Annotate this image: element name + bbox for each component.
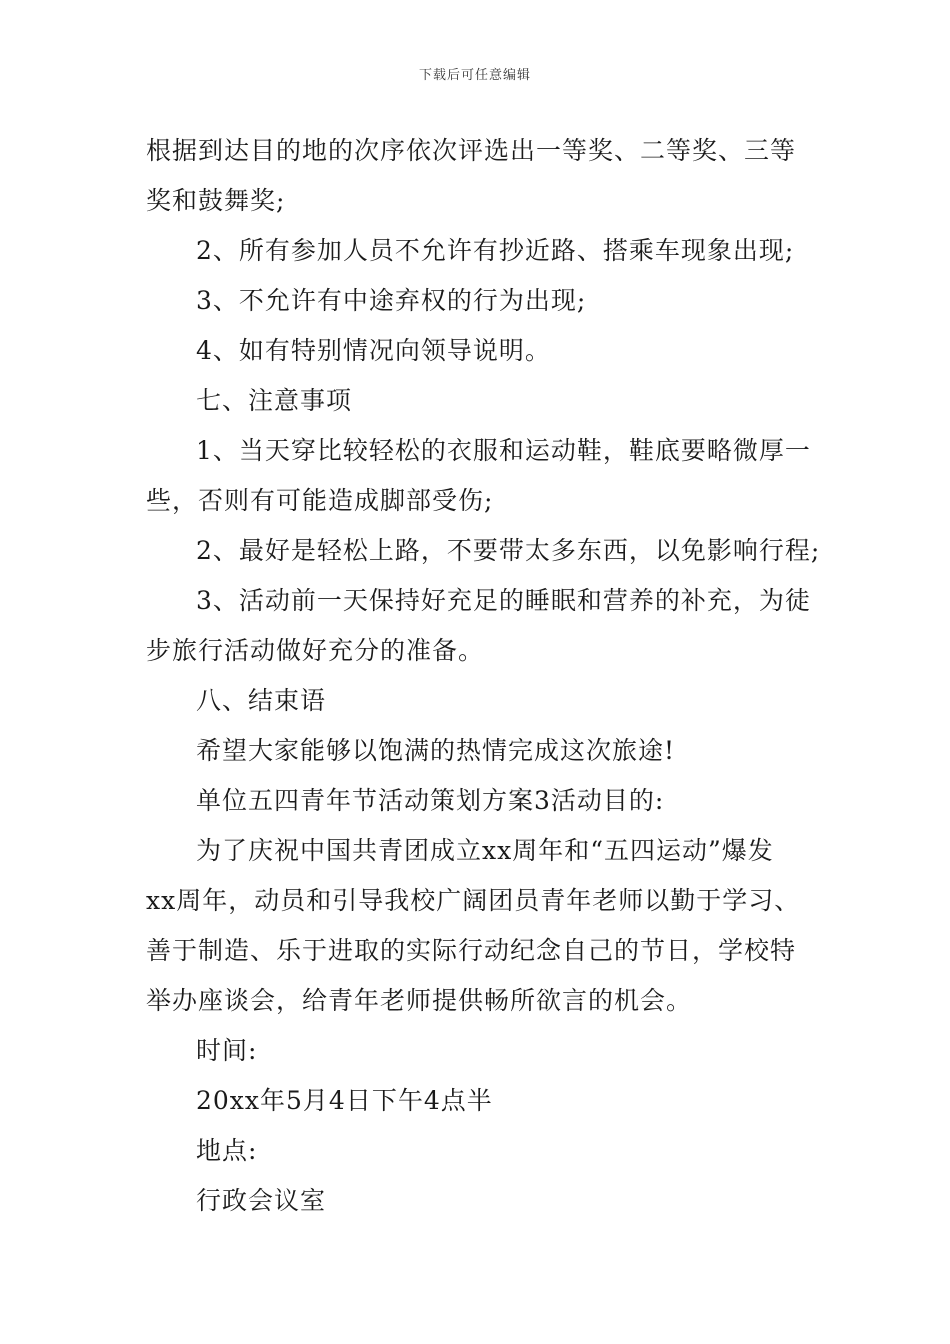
document-title: 单位五四青年节活动策划方案3活动目的: [196, 786, 665, 815]
list-item: 3、活动前一天保持好充足的睡眠和营养的补充，为徒 [196, 586, 811, 615]
paragraph-line: 善于制造、乐于进取的实际行动纪念自己的节日，学校特 [146, 936, 797, 965]
list-item: 2、最好是轻松上路，不要带太多东西，以免影响行程; [196, 536, 821, 565]
paragraph-line: xx周年，动员和引导我校广阔团员青年老师以勤于学习、 [146, 886, 801, 915]
page-header: 下载后可任意编辑 [418, 68, 531, 83]
paragraph-line: 举办座谈会，给青年老师提供畅所欲言的机会。 [146, 986, 693, 1015]
paragraph-line: 奖和鼓舞奖; [146, 186, 286, 215]
field-value-location: 行政会议室 [196, 1186, 327, 1215]
paragraph-line: 些，否则有可能造成脚部受伤; [146, 486, 494, 515]
paragraph-line: 步旅行活动做好充分的准备。 [146, 636, 485, 665]
section-heading: 八、结束语 [196, 686, 327, 715]
list-item: 3、不允许有中途弃权的行为出现; [196, 286, 587, 315]
field-label-time: 时间: [196, 1036, 258, 1065]
paragraph-line: 希望大家能够以饱满的热情完成这次旅途! [196, 736, 676, 765]
section-heading: 七、注意事项 [196, 386, 353, 415]
field-value-time: 20xx年5月4日下午4点半 [196, 1086, 493, 1115]
document-body [146, 126, 821, 1226]
paragraph-line: 为了庆祝中国共青团成立xx周年和“五四运动”爆发 [196, 836, 774, 865]
list-item: 4、如有特别情况向领导说明。 [196, 336, 551, 365]
list-item: 1、当天穿比较轻松的衣服和运动鞋，鞋底要略微厚一 [196, 436, 811, 465]
field-label-location: 地点: [196, 1136, 258, 1165]
paragraph-line: 根据到达目的地的次序依次评选出一等奖、二等奖、三等 [146, 136, 797, 165]
list-item: 2、所有参加人员不允许有抄近路、搭乘车现象出现; [196, 236, 795, 265]
